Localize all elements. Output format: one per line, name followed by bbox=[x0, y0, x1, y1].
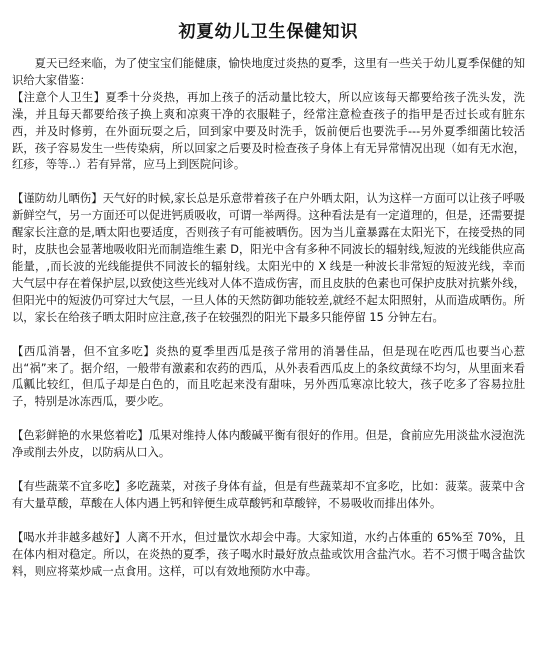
section-paragraph bbox=[12, 191, 525, 326]
section-paragraph bbox=[12, 479, 525, 513]
section-colorful-fruit bbox=[12, 428, 525, 462]
section-personal-hygiene bbox=[12, 90, 525, 175]
section-heading: 【谨防幼儿晒伤】 bbox=[12, 192, 103, 206]
section-body: 瓜果对维持人体内酸碱平衡有很好的作用。但是，食前应先用淡盐水浸泡洗净或削去外皮，以防病从口入。 bbox=[12, 429, 525, 460]
section-heading: 【有些蔬菜不宜多吃】 bbox=[12, 480, 127, 494]
section-sunburn bbox=[12, 191, 525, 326]
section-body: 人离不开水，但过量饮水却会中毒。大家知道，水约占体重的 65%至 70%，且在体内相对稳定。所以，在炎热的夏季，孩子喝水时最好放点盐或饮用含盐汽水。若不习惯于喝含盐饮料，则应将菜炒咸一点食用。这样，可以有效地预防水中毒。 bbox=[12, 530, 525, 578]
intro-paragraph: 夏天已经来临，为了使宝宝们能健康，愉快地度过炎热的夏季，这里有一些关于幼儿夏季保健的知识给大家借鉴： bbox=[12, 57, 525, 87]
section-heading: 【注意个人卫生】 bbox=[12, 90, 106, 104]
section-body: 天气好的时候,家长总是乐意带着孩子在户外晒太阳，认为这样一方面可以让孩子呼吸新鲜空气，另一方面还可以促进钙质吸收，可谓一举两得。这种看法是有一定道理的，但是，还需要提醒家长注意的是,晒太阳也要适度，否则孩子有可能被晒伤。因为当儿童暴露在太阳光下，在接受热的同时，皮肤也会显著地吸收阳光而制造维生素 D，阳光中含有多种不同波长的辐射线,短波的光线能供应高能量，,而长波的光线能提供不同波长的辐射线。太阳光中的 X 线是一种波长非常短的短波光线，幸而大气层中存在着保护层,以致使这些光线对人体不造成伤害，而且皮肤的色素也可保护皮肤对抗紫外线，但阳光中的短波仍可穿过大气层，一旦人体的天然防御功能较差,就经不起太阳照射，从而造成晒伤。所以，家长在给孩子晒太阳时应注意,孩子在较强烈的阳光下最多只能停留 15 分钟左右。 bbox=[12, 192, 525, 324]
section-vegetables bbox=[12, 479, 525, 513]
section-watermelon bbox=[12, 344, 525, 412]
section-paragraph bbox=[12, 90, 525, 175]
section-paragraph bbox=[12, 344, 525, 412]
section-heading: 【喝水并非越多越好】 bbox=[12, 530, 126, 544]
section-drinking-water bbox=[12, 530, 525, 581]
section-heading: 【色彩鲜艳的水果悠着吃】 bbox=[12, 429, 149, 443]
section-paragraph bbox=[12, 530, 525, 581]
section-body: 多吃蔬菜，对孩子身体有益，但是有些蔬菜却不宜多吃，比如：菠菜。菠菜中含有大量草酸，草酸在人体内遇上钙和锌便生成草酸钙和草酸锌，不易吸收而排出体外。 bbox=[12, 480, 525, 510]
section-body: 炎热的夏季里西瓜是孩子常用的消暑佳品，但是现在吃西瓜也要当心惹出“祸”来了。据介绍，一般带有激素和农药的西瓜，从外表看西瓜皮上的条纹黄绿不均匀，从里面来看瓜瓤比较红，但瓜子却是白色的，而且吃起来没有甜味，另外西瓜寒凉比较大，孩子吃多了容易拉肚子，特别是冰冻西瓜，要少吃。 bbox=[12, 344, 525, 409]
section-heading: 【西瓜消暑，但不宜多吃】 bbox=[12, 344, 156, 358]
page-title: 初夏幼儿卫生保健知识 bbox=[178, 22, 359, 42]
section-body: 夏季十分炎热，再加上孩子的活动量比较大，所以应该每天都要给孩子洗头发，洗澡，并且每天都要给孩子换上爽和凉爽干净的衣服鞋子，经常注意检查孩子的指甲是否过长或有脏东西，并及时修剪，在外面玩耍之后，回到家中要及时洗手，饭前便后也要洗手---另外夏季细菌比较活跃，孩子容易发生一些传染病，所以回家之后要及时检查孩子身体上有无异常情况出现（如有无水泡，红疹，等等..）若有异常，应马上到医院问诊。 bbox=[12, 90, 525, 172]
section-paragraph bbox=[12, 428, 525, 462]
